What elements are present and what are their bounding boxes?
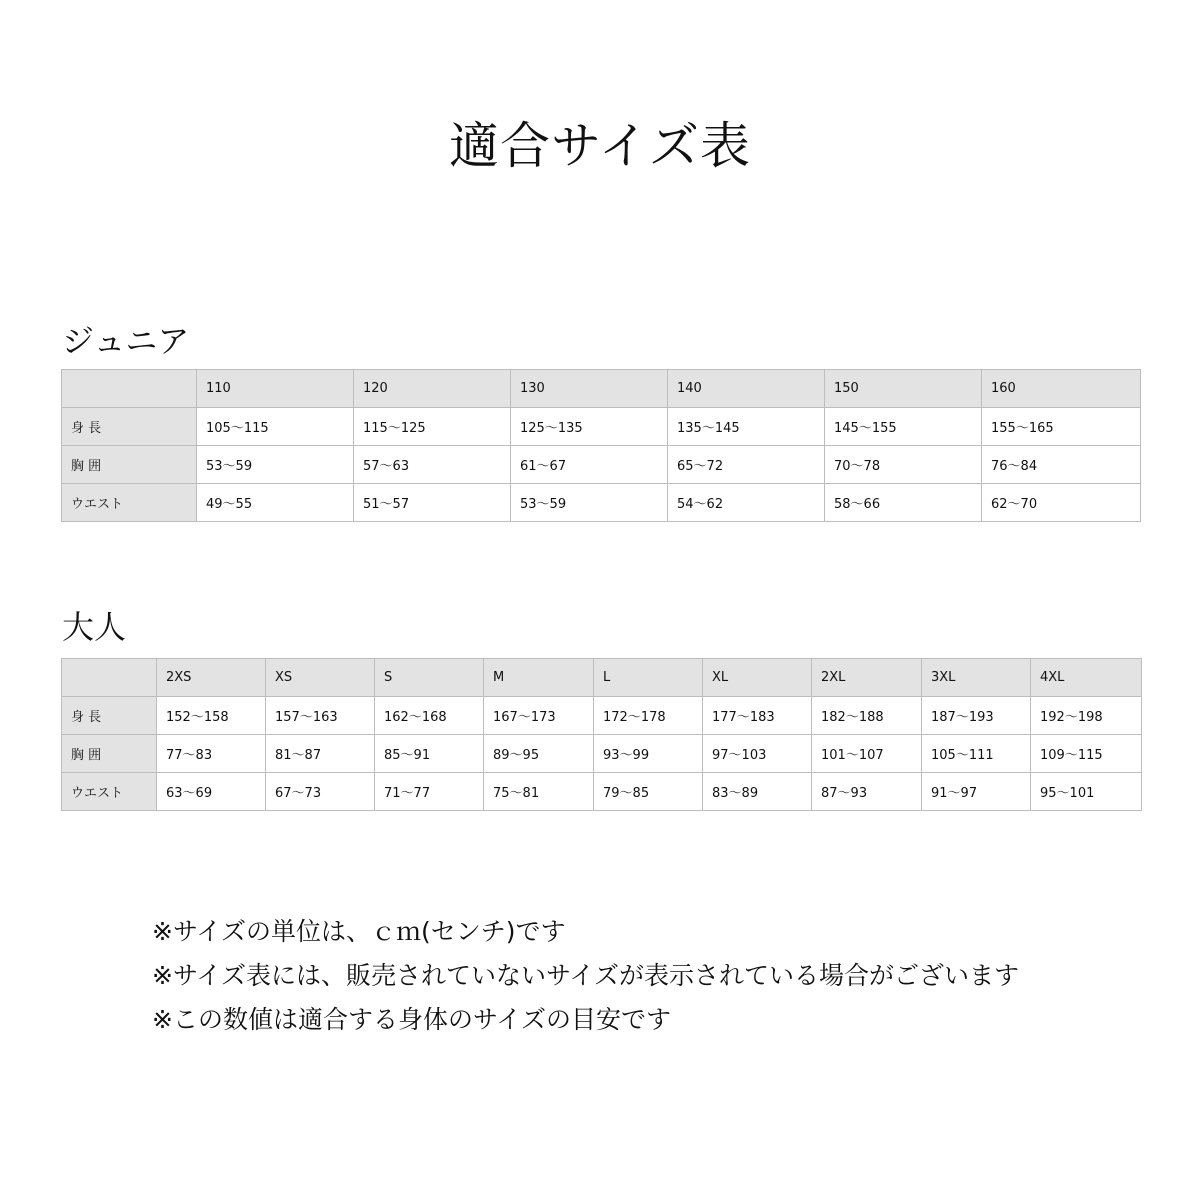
row-label: 身 長 xyxy=(62,697,157,735)
table-cell: 65～72 xyxy=(668,446,825,484)
table-header-row xyxy=(62,370,1141,408)
header-cell: 140 xyxy=(668,370,825,408)
table-cell: 53～59 xyxy=(197,446,354,484)
table-cell: 101～107 xyxy=(812,735,922,773)
header-cell: 2XL xyxy=(812,659,922,697)
header-cell: 130 xyxy=(511,370,668,408)
table-cell: 177～183 xyxy=(703,697,812,735)
header-cell: L xyxy=(594,659,703,697)
table-cell: 57～63 xyxy=(354,446,511,484)
note-availability: ※サイズ表には、販売されていないサイズが表示されている場合がございます xyxy=(152,961,1019,990)
table-row xyxy=(62,697,1142,735)
table-cell: 49～55 xyxy=(197,484,354,522)
table-cell: 145～155 xyxy=(825,408,982,446)
header-cell: 4XL xyxy=(1031,659,1142,697)
table-cell: 135～145 xyxy=(668,408,825,446)
table-cell: 89～95 xyxy=(484,735,594,773)
table-cell: 182～188 xyxy=(812,697,922,735)
header-cell: 120 xyxy=(354,370,511,408)
row-label: ウエスト xyxy=(62,484,197,522)
table-cell: 109～115 xyxy=(1031,735,1142,773)
table-cell: 62～70 xyxy=(982,484,1141,522)
table-cell: 105～111 xyxy=(922,735,1031,773)
note-guideline: ※この数値は適合する身体のサイズの目安です xyxy=(152,1005,671,1034)
table-cell: 75～81 xyxy=(484,773,594,811)
header-cell: M xyxy=(484,659,594,697)
notes-list xyxy=(152,910,1019,1042)
header-cell: 2XS xyxy=(157,659,266,697)
header-cell: 110 xyxy=(197,370,354,408)
table-cell: 192～198 xyxy=(1031,697,1142,735)
table-cell: 187～193 xyxy=(922,697,1031,735)
junior-section-heading: ジュニア xyxy=(62,322,190,360)
table-row xyxy=(62,735,1142,773)
note-unit: ※サイズの単位は、ｃｍ(センチ)です xyxy=(152,917,566,946)
header-cell: 150 xyxy=(825,370,982,408)
table-cell: 157～163 xyxy=(266,697,375,735)
table-cell: 172～178 xyxy=(594,697,703,735)
table-cell: 167～173 xyxy=(484,697,594,735)
table-cell: 70～78 xyxy=(825,446,982,484)
row-label: 胸 囲 xyxy=(62,735,157,773)
page-title: 適合サイズ表 xyxy=(449,117,751,175)
row-label: 胸 囲 xyxy=(62,446,197,484)
table-cell: 71～77 xyxy=(375,773,484,811)
table-cell: 61～67 xyxy=(511,446,668,484)
table-cell: 155～165 xyxy=(982,408,1141,446)
junior-size-table xyxy=(61,369,1141,522)
table-cell: 97～103 xyxy=(703,735,812,773)
adult-section-heading: 大人 xyxy=(62,608,127,646)
table-cell: 83～89 xyxy=(703,773,812,811)
header-cell xyxy=(62,659,157,697)
table-cell: 105～115 xyxy=(197,408,354,446)
header-cell: 160 xyxy=(982,370,1141,408)
header-cell xyxy=(62,370,197,408)
table-cell: 95～101 xyxy=(1031,773,1142,811)
table-cell: 91～97 xyxy=(922,773,1031,811)
table-cell: 53～59 xyxy=(511,484,668,522)
table-cell: 152～158 xyxy=(157,697,266,735)
table-row xyxy=(62,446,1141,484)
table-header-row xyxy=(62,659,1142,697)
header-cell: XS xyxy=(266,659,375,697)
table-cell: 125～135 xyxy=(511,408,668,446)
table-cell: 79～85 xyxy=(594,773,703,811)
table-row xyxy=(62,408,1141,446)
table-cell: 87～93 xyxy=(812,773,922,811)
adult-size-table xyxy=(61,658,1142,811)
header-cell: S xyxy=(375,659,484,697)
table-row xyxy=(62,484,1141,522)
table-cell: 58～66 xyxy=(825,484,982,522)
table-cell: 115～125 xyxy=(354,408,511,446)
row-label: 身 長 xyxy=(62,408,197,446)
table-cell: 93～99 xyxy=(594,735,703,773)
table-cell: 85～91 xyxy=(375,735,484,773)
table-cell: 77～83 xyxy=(157,735,266,773)
table-cell: 162～168 xyxy=(375,697,484,735)
header-cell: 3XL xyxy=(922,659,1031,697)
row-label: ウエスト xyxy=(62,773,157,811)
table-cell: 81～87 xyxy=(266,735,375,773)
table-row xyxy=(62,773,1142,811)
table-cell: 51～57 xyxy=(354,484,511,522)
table-cell: 76～84 xyxy=(982,446,1141,484)
table-cell: 63～69 xyxy=(157,773,266,811)
table-cell: 67～73 xyxy=(266,773,375,811)
table-cell: 54～62 xyxy=(668,484,825,522)
header-cell: XL xyxy=(703,659,812,697)
